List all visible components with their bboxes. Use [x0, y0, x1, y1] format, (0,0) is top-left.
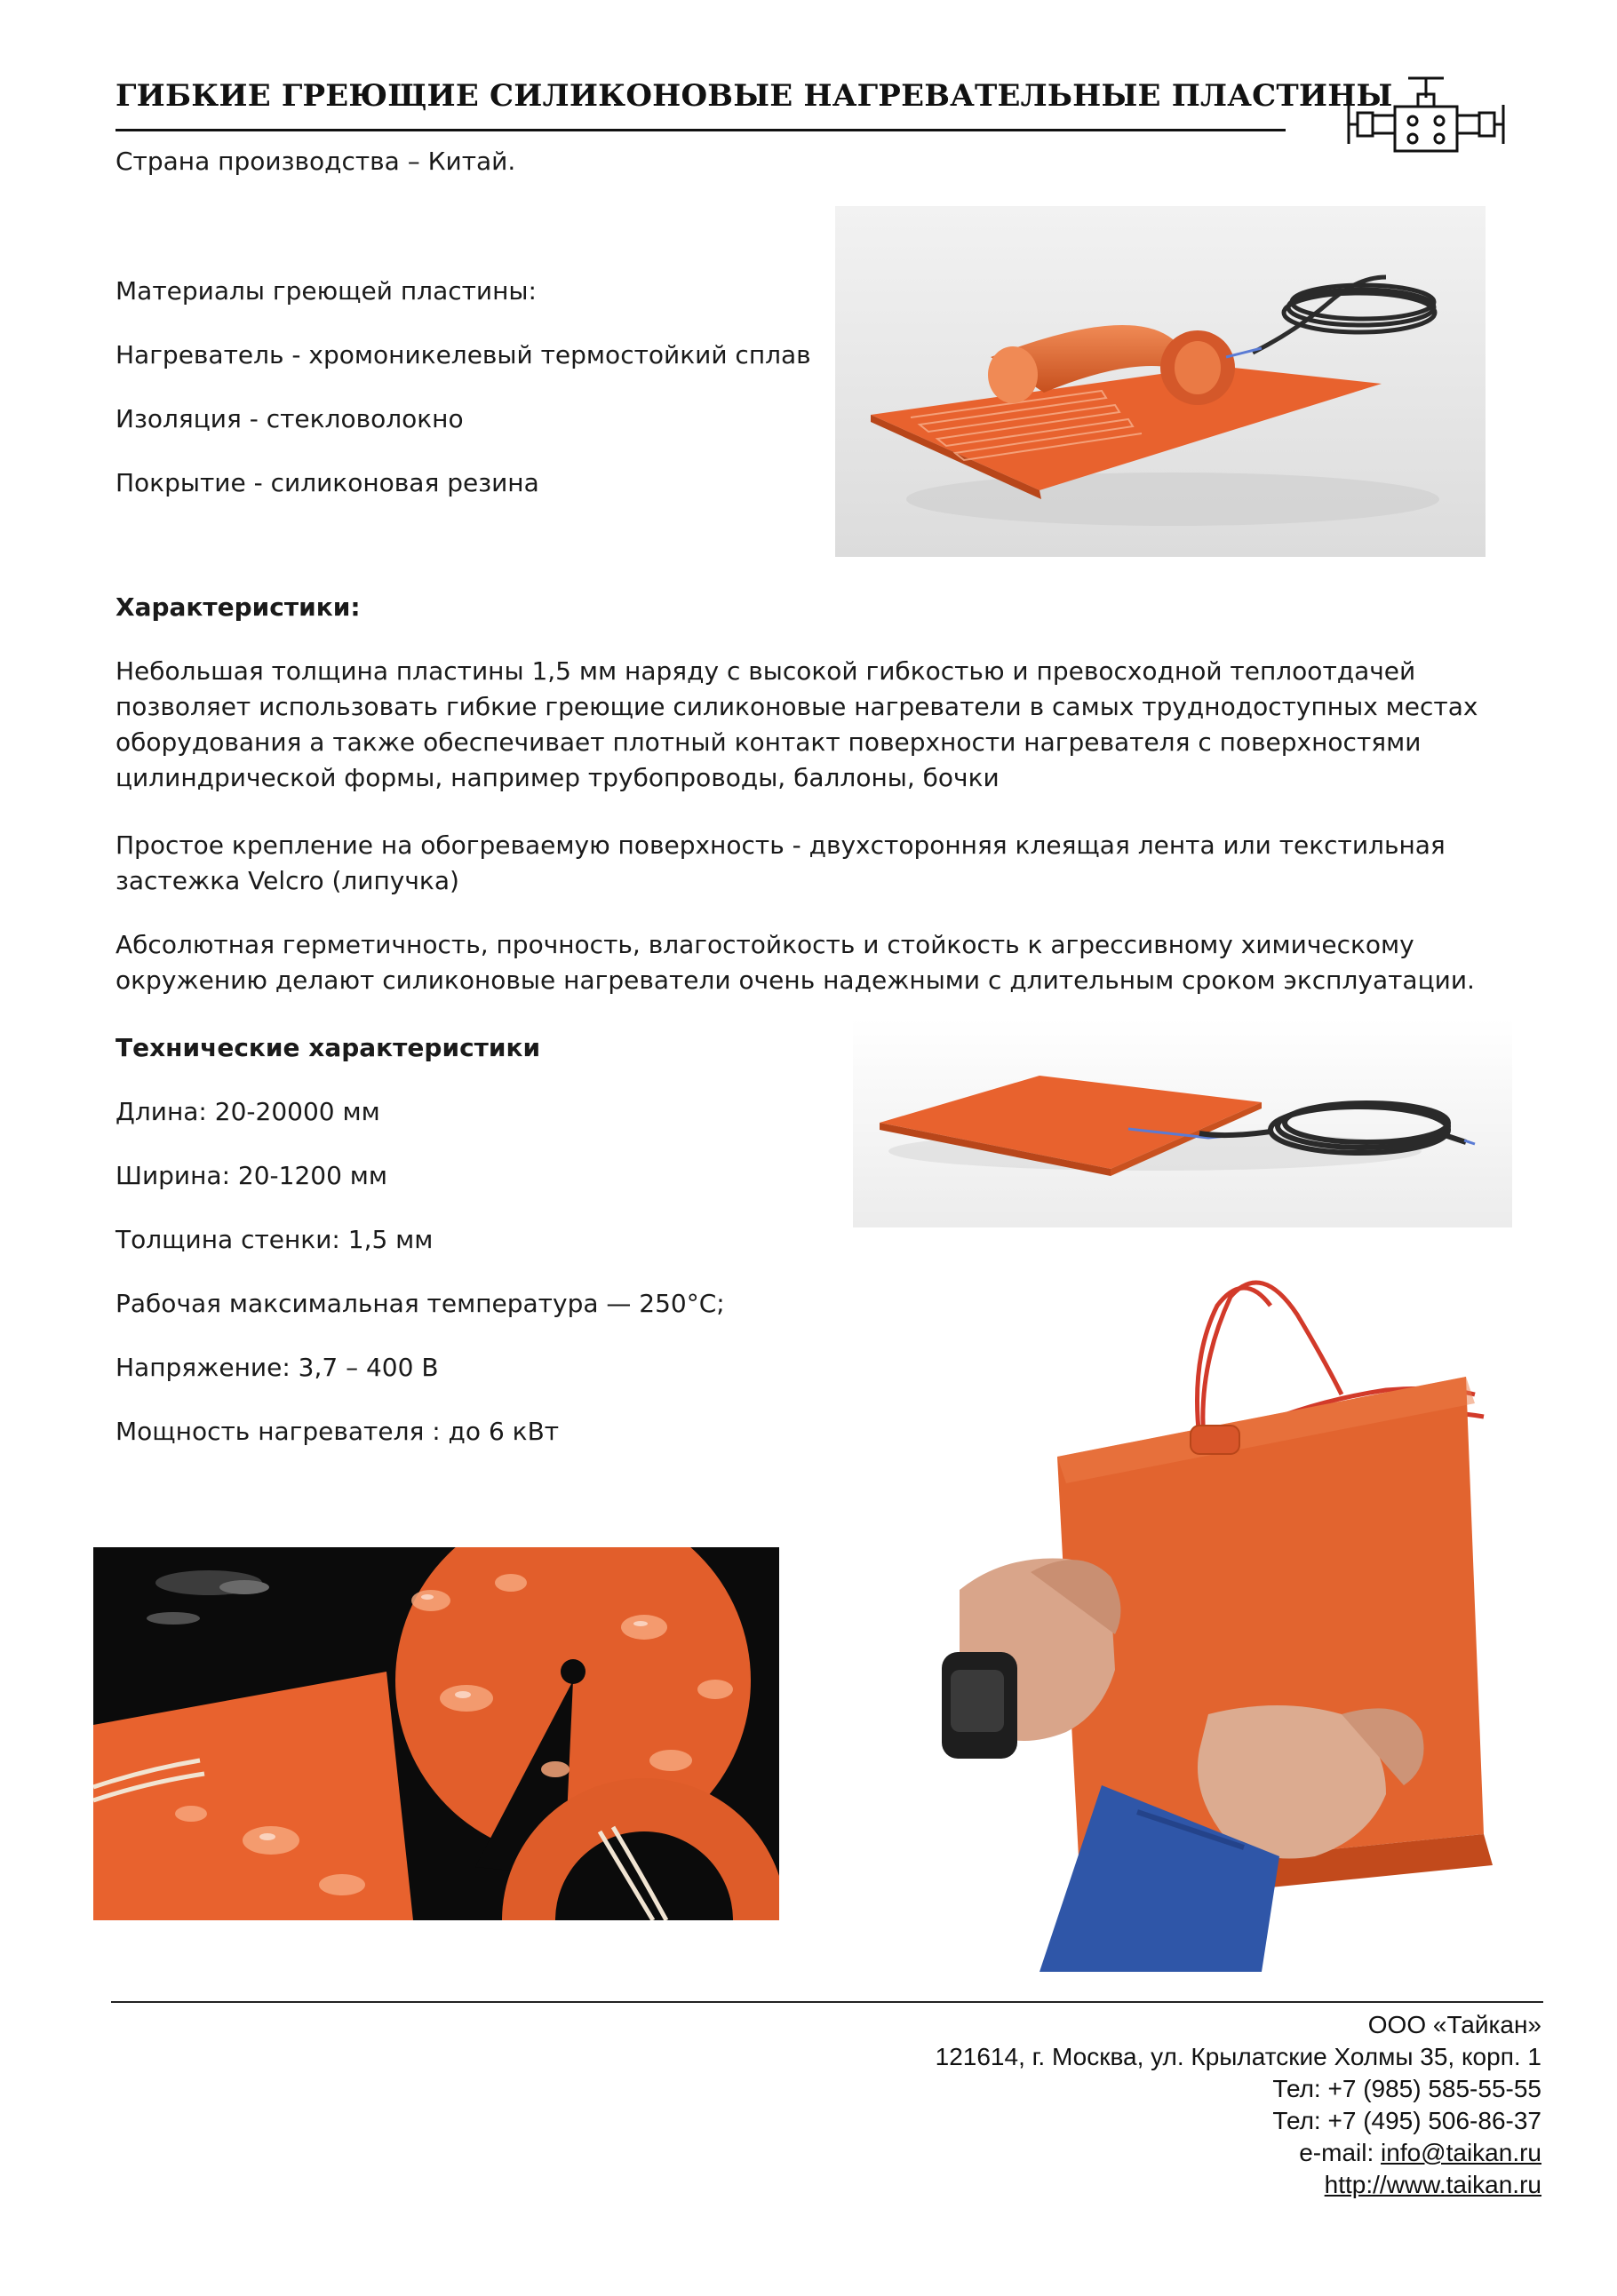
spec-width: Ширина: 20-1200 мм [116, 1161, 388, 1190]
characteristics-paragraph-1: Небольшая толщина пластины 1,5 мм наряду с высокой гибкостью и превосходной теплоотдачей позволяет использовать гибкие греющие силиконовые нагреватели в самых труднодоступных местах оборудования а также обеспечивает плотный контакт поверхности нагревателя с поверхностями цилиндрической формы, например трубопроводы, баллоны, бочки [116, 656, 1478, 792]
email-link[interactable]: info@taikan.ru [1381, 2139, 1541, 2166]
email-label: e-mail: [1299, 2139, 1382, 2166]
website-link[interactable]: http://www.taikan.ru [1324, 2171, 1541, 2198]
page-title: ГИБКИЕ ГРЕЮЩИЕ СИЛИКОНОВЫЕ НАГРЕВАТЕЛЬНЫЕ ПЛАСТИНЫ [116, 78, 1393, 114]
characteristics-paragraph-3: Абсолютная герметичность, прочность, влагостойкость и стойкость к агрессивному химическому окружению делают силиконовые нагреватели очень надежными с длительным сроком эксплуатации. [116, 930, 1475, 995]
phone-2: Тел: +7 (495) 506-86-37 [1272, 2107, 1541, 2134]
flat-heater-photo [853, 1018, 1512, 1227]
spec-temperature: Рабочая максимальная температура — 250°С; [116, 1289, 725, 1318]
specs-heading: Технические характеристики [116, 1033, 541, 1062]
spec-length: Длина: 20-20000 мм [116, 1097, 380, 1126]
hands-holding-heater-photo [924, 1252, 1537, 1972]
materials-heater: Нагреватель - хромоникелевый термостойкий сплав [116, 340, 811, 369]
spec-thickness: Толщина стенки: 1,5 мм [116, 1225, 434, 1254]
materials-insulation: Изоляция - стекловолокно [116, 404, 464, 433]
company-name: ООО «Тайкан» [1367, 2011, 1541, 2038]
contact-block [936, 2009, 1541, 2201]
materials-coating: Покрытие - силиконовая резина [116, 468, 539, 497]
spec-voltage: Напряжение: 3,7 – 400 В [116, 1353, 439, 1382]
spec-power: Мощность нагревателя : до 6 кВт [116, 1417, 560, 1446]
country-of-origin: Страна производства – Китай. [116, 147, 516, 176]
characteristics-paragraph-2: Простое крепление на обогреваемую поверхность - двухсторонняя клеящая лента или текстильная застежка Velcro (липучка) [116, 830, 1446, 895]
manifold-valve-logo [1342, 71, 1510, 169]
characteristics-heading: Характеристики: [116, 592, 361, 622]
rolled-heater-photo [835, 206, 1486, 557]
title-divider [116, 129, 1286, 131]
wet-heater-pads-photo [93, 1547, 779, 1920]
phone-1: Тел: +7 (985) 585-55-55 [1272, 2075, 1541, 2102]
footer-divider [111, 2001, 1543, 2003]
materials-heading: Материалы греющей пластины: [116, 276, 537, 306]
company-address: 121614, г. Москва, ул. Крылатские Холмы 35, корп. 1 [935, 2043, 1541, 2070]
email-line [936, 2137, 1541, 2169]
